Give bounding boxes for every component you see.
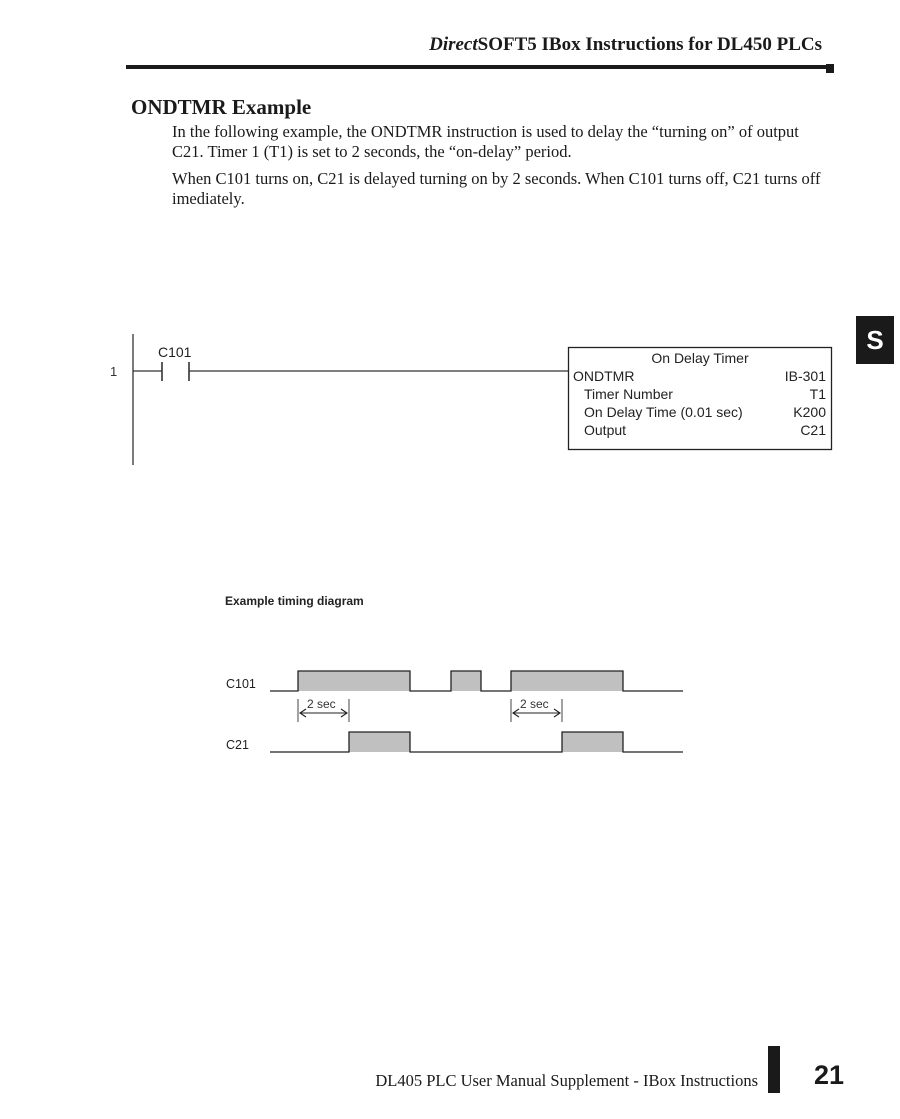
delay-label: 2 sec	[307, 697, 336, 711]
page-number: 21	[814, 1060, 845, 1090]
ibox-row-value: T1	[809, 386, 826, 402]
ibox-code: IB-301	[784, 368, 826, 384]
ibox-row-value: C21	[800, 422, 826, 438]
delay-label: 2 sec	[520, 697, 549, 711]
ibox-row-label: On Delay Time (0.01 sec)	[584, 404, 743, 420]
contact-label: C101	[158, 344, 192, 360]
body-paragraph-1: In the following example, the ONDTMR instruction is used to delay the “turning on” of output C21. Timer 1 (T1) is set to 2 seconds, the “on-delay” period.	[172, 122, 799, 161]
ibox-row-value: K200	[793, 404, 826, 420]
section-tab: S	[856, 316, 894, 364]
ibox-title: On Delay Timer	[651, 350, 749, 366]
c101-pulse-2	[451, 671, 481, 691]
timing-caption: Example timing diagram	[225, 594, 364, 608]
ibox-instruction: ONDTMR	[573, 368, 635, 384]
rung-number: 1	[110, 364, 118, 379]
section-title: ONDTMR Example	[131, 95, 312, 119]
signal-label-c21: C21	[226, 738, 249, 752]
ibox-row-label: Timer Number	[584, 386, 673, 402]
footer-text: DL405 PLC User Manual Supplement - IBox Instructions	[375, 1071, 758, 1090]
signal-label-c101: C101	[226, 677, 256, 691]
header-brand: Direct	[429, 34, 478, 55]
ibox-row-label: Output	[584, 422, 627, 438]
c101-pulse-1	[298, 671, 410, 691]
c101-pulse-3	[511, 671, 623, 691]
footer-bar	[768, 1046, 780, 1093]
c21-pulse-2	[562, 732, 623, 752]
header-title: SOFT5 IBox Instructions for DL450 PLCs	[477, 34, 822, 55]
body-paragraph-2: When C101 turns on, C21 is delayed turning on by 2 seconds. When C101 turns off, C21 turns off imediately.	[172, 169, 821, 208]
c21-pulse-1	[349, 732, 410, 752]
